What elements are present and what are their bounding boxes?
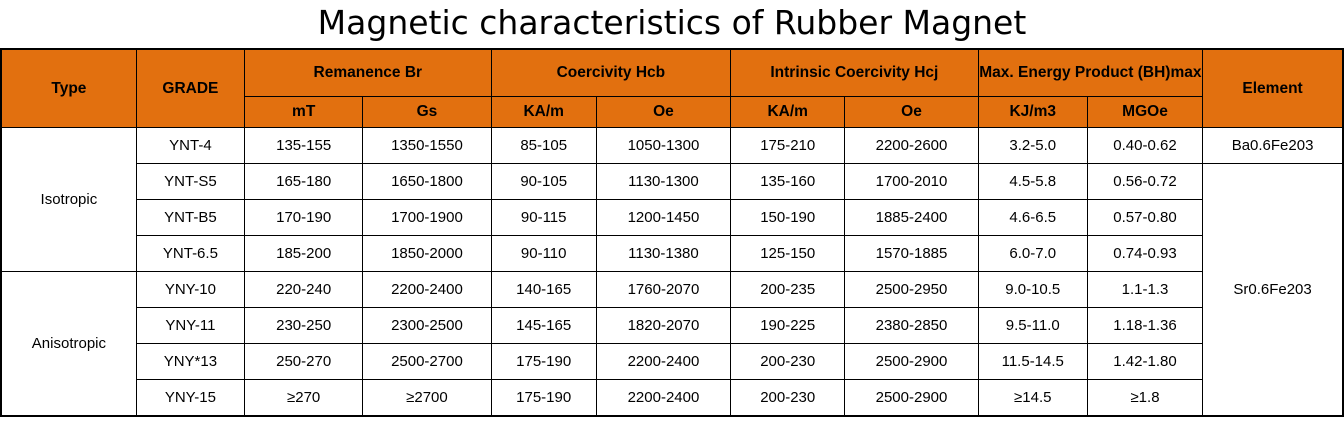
cell-hcb-kam: 90-105	[491, 164, 596, 200]
cell-grade: YNY-11	[136, 308, 244, 344]
cell-br-gs: 2300-2500	[363, 308, 491, 344]
cell-bh-kj: 9.5-11.0	[978, 308, 1087, 344]
table-row	[1, 128, 1343, 164]
cell-grade: YNT-B5	[136, 200, 244, 236]
table-row	[1, 308, 1343, 344]
cell-br-gs: 1850-2000	[363, 236, 491, 272]
cell-hcb-kam: 175-190	[491, 344, 596, 380]
cell-grade: YNT-S5	[136, 164, 244, 200]
table-header-row-groups	[1, 49, 1343, 97]
cell-hcb-oe: 1050-1300	[596, 128, 730, 164]
cell-bh-kj: 9.0-10.5	[978, 272, 1087, 308]
cell-bh-mgoe: ≥1.8	[1087, 380, 1202, 417]
cell-hcj-oe: 1570-1885	[845, 236, 978, 272]
cell-hcj-oe: 2500-2900	[845, 344, 978, 380]
cell-bh-kj: 3.2-5.0	[978, 128, 1087, 164]
cell-bh-kj: 6.0-7.0	[978, 236, 1087, 272]
cell-br-gs: ≥2700	[363, 380, 491, 417]
page-title: Magnetic characteristics of Rubber Magnet	[317, 3, 1027, 42]
cell-hcb-kam: 140-165	[491, 272, 596, 308]
cell-bh-mgoe: 0.56-0.72	[1087, 164, 1202, 200]
cell-hcb-oe: 1200-1450	[596, 200, 730, 236]
unit-header-bh-mgoe: MGOe	[1087, 97, 1202, 128]
cell-grade: YNT-4	[136, 128, 244, 164]
unit-header-hcb-oe: Oe	[596, 97, 730, 128]
cell-bh-mgoe: 0.74-0.93	[1087, 236, 1202, 272]
unit-header-bh-kj: KJ/m3	[978, 97, 1087, 128]
cell-hcj-kam: 190-225	[731, 308, 845, 344]
table-body	[1, 128, 1343, 417]
cell-grade: YNY*13	[136, 344, 244, 380]
cell-hcj-oe: 2500-2950	[845, 272, 978, 308]
cell-hcj-oe: 2500-2900	[845, 380, 978, 417]
cell-br-gs: 1650-1800	[363, 164, 491, 200]
cell-grade: YNT-6.5	[136, 236, 244, 272]
cell-bh-mgoe: 1.1-1.3	[1087, 272, 1202, 308]
table-row	[1, 164, 1343, 200]
cell-element-ba: Ba0.6Fe203	[1203, 128, 1343, 164]
cell-bh-mgoe: 0.40-0.62	[1087, 128, 1202, 164]
cell-br-gs: 1350-1550	[363, 128, 491, 164]
table-row	[1, 236, 1343, 272]
cell-br-gs: 2500-2700	[363, 344, 491, 380]
cell-hcj-kam: 150-190	[731, 200, 845, 236]
cell-bh-mgoe: 1.42-1.80	[1087, 344, 1202, 380]
cell-hcb-kam: 90-110	[491, 236, 596, 272]
unit-header-br-mt: mT	[245, 97, 363, 128]
table-row	[1, 344, 1343, 380]
table-row	[1, 272, 1343, 308]
cell-br-gs: 2200-2400	[363, 272, 491, 308]
group-label-isotropic: Isotropic	[1, 128, 136, 272]
cell-grade: YNY-15	[136, 380, 244, 417]
column-header-max-energy-product: Max. Energy Product (BH)max	[978, 49, 1202, 97]
column-header-grade: GRADE	[136, 49, 244, 128]
cell-hcj-oe: 1885-2400	[845, 200, 978, 236]
column-header-element: Element	[1203, 49, 1343, 128]
column-header-coercivity-hcb: Coercivity Hcb	[491, 49, 731, 97]
cell-br-mt: 220-240	[245, 272, 363, 308]
cell-br-mt: 135-155	[245, 128, 363, 164]
unit-header-hcj-kam: KA/m	[731, 97, 845, 128]
cell-hcj-oe: 2200-2600	[845, 128, 978, 164]
cell-hcb-kam: 85-105	[491, 128, 596, 164]
unit-header-hcj-oe: Oe	[845, 97, 978, 128]
magnetic-characteristics-table	[0, 48, 1344, 417]
cell-grade: YNY-10	[136, 272, 244, 308]
cell-hcb-oe: 2200-2400	[596, 344, 730, 380]
cell-hcj-kam: 200-230	[731, 344, 845, 380]
cell-hcb-kam: 90-115	[491, 200, 596, 236]
cell-hcb-kam: 145-165	[491, 308, 596, 344]
cell-hcb-kam: 175-190	[491, 380, 596, 417]
cell-hcj-kam: 200-230	[731, 380, 845, 417]
table-row	[1, 380, 1343, 417]
cell-bh-mgoe: 1.18-1.36	[1087, 308, 1202, 344]
cell-br-mt: 165-180	[245, 164, 363, 200]
cell-bh-kj: 4.5-5.8	[978, 164, 1087, 200]
cell-hcb-oe: 1130-1300	[596, 164, 730, 200]
cell-hcb-oe: 2200-2400	[596, 380, 730, 417]
cell-bh-kj: 11.5-14.5	[978, 344, 1087, 380]
cell-bh-kj: ≥14.5	[978, 380, 1087, 417]
cell-hcj-kam: 125-150	[731, 236, 845, 272]
cell-hcj-kam: 175-210	[731, 128, 845, 164]
cell-br-mt: 230-250	[245, 308, 363, 344]
cell-br-mt: 250-270	[245, 344, 363, 380]
cell-br-mt: 185-200	[245, 236, 363, 272]
column-header-type: Type	[1, 49, 136, 128]
table-row	[1, 200, 1343, 236]
cell-bh-kj: 4.6-6.5	[978, 200, 1087, 236]
cell-br-mt: 170-190	[245, 200, 363, 236]
cell-hcj-kam: 135-160	[731, 164, 845, 200]
unit-header-br-gs: Gs	[363, 97, 491, 128]
column-header-remanence: Remanence Br	[245, 49, 492, 97]
cell-element-sr: Sr0.6Fe203	[1203, 164, 1343, 417]
cell-br-mt: ≥270	[245, 380, 363, 417]
cell-br-gs: 1700-1900	[363, 200, 491, 236]
column-header-intrinsic-coercivity-hcj: Intrinsic Coercivity Hcj	[731, 49, 979, 97]
cell-hcb-oe: 1760-2070	[596, 272, 730, 308]
cell-hcb-oe: 1130-1380	[596, 236, 730, 272]
unit-header-hcb-kam: KA/m	[491, 97, 596, 128]
cell-hcj-kam: 200-235	[731, 272, 845, 308]
cell-hcb-oe: 1820-2070	[596, 308, 730, 344]
cell-bh-mgoe: 0.57-0.80	[1087, 200, 1202, 236]
table-header	[1, 49, 1343, 128]
cell-hcj-oe: 1700-2010	[845, 164, 978, 200]
group-label-anisotropic: Anisotropic	[1, 272, 136, 417]
cell-hcj-oe: 2380-2850	[845, 308, 978, 344]
